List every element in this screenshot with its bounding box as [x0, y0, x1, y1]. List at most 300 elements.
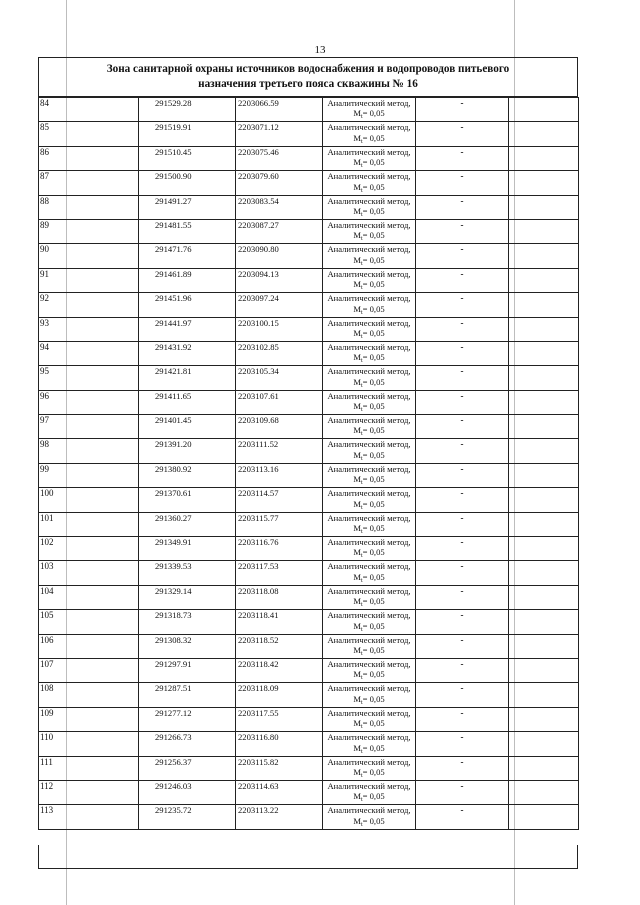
point-number-cell: 90 — [39, 244, 139, 268]
y-coordinate-cell: 2203097.24 — [236, 293, 323, 317]
table-row — [39, 366, 579, 390]
remark-cell: - — [416, 658, 509, 682]
y-coordinate-cell: 2203118.42 — [236, 658, 323, 682]
method-label: Аналитический метод, — [327, 634, 411, 645]
precision-subscript: t — [360, 821, 363, 828]
table-row — [39, 171, 579, 195]
precision-value — [323, 645, 415, 655]
precision-number: = 0,05 — [362, 157, 385, 168]
precision-symbol: M — [353, 645, 361, 655]
precision-subscript: t — [360, 772, 363, 779]
point-number-cell: 100 — [39, 488, 139, 512]
remark-cell: - — [416, 415, 509, 439]
precision-value — [323, 694, 415, 704]
method-cell — [323, 219, 416, 243]
method-label: Аналитический метод, — [327, 610, 411, 621]
point-number-cell: 103 — [39, 561, 139, 585]
method-cell — [323, 488, 416, 512]
y-coordinate-cell: 2203118.41 — [236, 610, 323, 634]
remark-cell: - — [416, 98, 509, 122]
remark-cell: - — [416, 293, 509, 317]
precision-number: = 0,05 — [362, 498, 385, 509]
remark-cell: - — [416, 561, 509, 585]
empty-cell — [509, 805, 579, 829]
empty-cell — [509, 98, 579, 122]
table-row — [39, 195, 579, 219]
x-coordinate-cell: 291391.20 — [139, 439, 236, 463]
y-coordinate-cell: 2203083.54 — [236, 195, 323, 219]
precision-symbol: M — [353, 596, 361, 607]
empty-cell — [509, 317, 579, 341]
precision-number: = 0,05 — [362, 303, 385, 314]
table-row — [39, 341, 579, 365]
method-cell — [323, 293, 416, 317]
point-number-cell: 89 — [39, 219, 139, 243]
precision-value — [323, 279, 415, 292]
precision-symbol: M — [353, 474, 361, 485]
empty-cell — [509, 219, 579, 243]
precision-value — [323, 182, 415, 192]
precision-value — [323, 499, 415, 509]
point-number-cell: 112 — [39, 780, 139, 804]
precision-symbol: M — [353, 108, 361, 119]
method-label: Аналитический метод, — [327, 658, 411, 669]
table-row — [39, 561, 579, 585]
x-coordinate-cell: 291421.81 — [139, 366, 236, 390]
table-row — [39, 390, 579, 414]
precision-symbol: M — [353, 693, 361, 704]
precision-number: = 0,05 — [362, 815, 385, 826]
empty-cell — [509, 390, 579, 414]
x-coordinate-cell: 291491.27 — [139, 195, 236, 219]
point-number-cell: 94 — [39, 341, 139, 365]
precision-subscript: t — [360, 309, 363, 316]
method-label: Аналитический метод, — [327, 805, 411, 816]
method-label: Аналитический метод, — [327, 732, 411, 743]
page-number: 13 — [314, 44, 326, 56]
precision-number: = 0,05 — [362, 376, 385, 387]
x-coordinate-cell: 291370.61 — [139, 488, 236, 512]
remark-cell: - — [416, 512, 509, 536]
x-coordinate-cell: 291411.65 — [139, 390, 236, 414]
remark-cell: - — [416, 488, 509, 512]
y-coordinate-cell: 2203102.85 — [236, 341, 323, 365]
empty-cell — [509, 683, 579, 707]
precision-subscript: t — [360, 163, 363, 170]
precision-subscript: t — [360, 529, 363, 536]
method-label: Аналитический метод, — [327, 439, 411, 450]
coordinates-table — [38, 97, 579, 830]
precision-value — [323, 523, 415, 536]
precision-subscript: t — [360, 358, 363, 365]
x-coordinate-cell: 291266.73 — [139, 732, 236, 756]
point-number-cell: 98 — [39, 439, 139, 463]
precision-subscript: t — [360, 114, 363, 121]
point-number-cell: 96 — [39, 390, 139, 414]
x-coordinate-cell: 291431.92 — [139, 341, 236, 365]
method-label: Аналитический метод, — [327, 537, 411, 548]
x-coordinate-cell: 291451.96 — [139, 293, 236, 317]
method-label: Аналитический метод, — [327, 122, 411, 133]
empty-cell — [509, 585, 579, 609]
precision-subscript: t — [360, 138, 363, 145]
precision-subscript: t — [360, 602, 363, 609]
table-row — [39, 707, 579, 731]
method-label: Аналитический метод, — [327, 244, 411, 255]
precision-subscript: t — [360, 211, 363, 218]
method-cell — [323, 658, 416, 682]
header-line-1: Зона санитарной охраны источников водоснабжения и водопроводов питьевого — [106, 63, 510, 75]
precision-subscript: t — [360, 748, 363, 755]
precision-subscript: t — [360, 797, 363, 804]
precision-number: = 0,05 — [362, 693, 385, 704]
table-row — [39, 683, 579, 707]
precision-symbol: M — [353, 401, 361, 412]
precision-value — [323, 791, 415, 804]
remark-cell: - — [416, 707, 509, 731]
precision-subscript: t — [360, 382, 363, 389]
x-coordinate-cell: 291529.28 — [139, 98, 236, 122]
precision-number: = 0,05 — [362, 620, 385, 631]
y-coordinate-cell: 2203117.53 — [236, 561, 323, 585]
point-number-cell: 104 — [39, 585, 139, 609]
precision-number: = 0,05 — [362, 718, 385, 729]
y-coordinate-cell: 2203109.68 — [236, 415, 323, 439]
precision-symbol: M — [353, 815, 361, 826]
precision-value — [323, 352, 415, 365]
y-coordinate-cell: 2203090.80 — [236, 244, 323, 268]
point-number-cell: 111 — [39, 756, 139, 780]
precision-symbol: M — [353, 132, 361, 143]
precision-number: = 0,05 — [362, 669, 385, 680]
y-coordinate-cell: 2203071.12 — [236, 122, 323, 146]
y-coordinate-cell: 2203111.52 — [236, 439, 323, 463]
precision-symbol: M — [353, 547, 361, 558]
precision-value — [323, 377, 415, 387]
y-coordinate-cell: 2203115.82 — [236, 756, 323, 780]
point-number-cell: 105 — [39, 610, 139, 634]
point-number-cell: 88 — [39, 195, 139, 219]
method-cell — [323, 439, 416, 463]
method-label: Аналитический метод, — [327, 219, 411, 230]
y-coordinate-cell: 2203113.22 — [236, 805, 323, 829]
precision-symbol: M — [353, 352, 361, 363]
method-cell — [323, 146, 416, 170]
empty-cell — [509, 439, 579, 463]
empty-cell — [509, 732, 579, 756]
precision-symbol: M — [353, 766, 361, 777]
table-row — [39, 658, 579, 682]
empty-cell — [509, 122, 579, 146]
method-label: Аналитический метод, — [327, 585, 411, 596]
method-cell — [323, 390, 416, 414]
remark-cell: - — [416, 268, 509, 292]
precision-number: = 0,05 — [362, 547, 385, 558]
precision-number: = 0,05 — [362, 254, 385, 265]
method-cell — [323, 756, 416, 780]
table-row — [39, 756, 579, 780]
method-cell — [323, 244, 416, 268]
remark-cell: - — [416, 780, 509, 804]
remark-cell: - — [416, 805, 509, 829]
precision-number: = 0,05 — [362, 108, 385, 119]
precision-symbol: M — [353, 791, 361, 802]
empty-cell — [509, 244, 579, 268]
empty-cell — [509, 146, 579, 170]
table-row — [39, 122, 579, 146]
method-cell — [323, 780, 416, 804]
precision-subscript: t — [360, 431, 363, 438]
precision-subscript: t — [360, 333, 363, 340]
precision-value — [323, 474, 415, 487]
method-label: Аналитический метод, — [327, 707, 411, 718]
empty-cell — [509, 415, 579, 439]
method-label: Аналитический метод, — [327, 171, 411, 182]
remark-cell: - — [416, 756, 509, 780]
remark-cell: - — [416, 195, 509, 219]
table-row — [39, 732, 579, 756]
x-coordinate-cell: 291461.89 — [139, 268, 236, 292]
point-number-cell: 85 — [39, 122, 139, 146]
empty-cell — [509, 561, 579, 585]
x-coordinate-cell: 291481.55 — [139, 219, 236, 243]
precision-number: = 0,05 — [362, 449, 385, 460]
precision-subscript: t — [360, 236, 363, 243]
empty-cell — [509, 488, 579, 512]
method-cell — [323, 683, 416, 707]
x-coordinate-cell: 291235.72 — [139, 805, 236, 829]
table-row — [39, 537, 579, 561]
method-label: Аналитический метод, — [327, 488, 411, 499]
precision-number: = 0,05 — [362, 132, 385, 143]
precision-number: = 0,05 — [362, 181, 385, 192]
precision-value — [323, 718, 415, 731]
precision-number: = 0,05 — [362, 766, 385, 777]
remark-cell: - — [416, 122, 509, 146]
table-row — [39, 219, 579, 243]
method-label: Аналитический метод, — [327, 317, 411, 328]
empty-cell — [509, 171, 579, 195]
point-number-cell: 108 — [39, 683, 139, 707]
method-cell — [323, 195, 416, 219]
precision-value — [323, 401, 415, 414]
precision-subscript: t — [360, 407, 363, 414]
point-number-cell: 97 — [39, 415, 139, 439]
x-coordinate-cell: 291256.37 — [139, 756, 236, 780]
method-cell — [323, 512, 416, 536]
x-coordinate-cell: 291380.92 — [139, 463, 236, 487]
point-number-cell: 84 — [39, 98, 139, 122]
coordinates-sheet — [38, 57, 578, 830]
remark-cell: - — [416, 146, 509, 170]
method-cell — [323, 122, 416, 146]
table-row — [39, 268, 579, 292]
y-coordinate-cell: 2203066.59 — [236, 98, 323, 122]
remark-cell: - — [416, 219, 509, 243]
point-number-cell: 93 — [39, 317, 139, 341]
point-number-cell: 99 — [39, 463, 139, 487]
method-label: Аналитический метод, — [327, 146, 411, 157]
precision-symbol: M — [353, 425, 361, 436]
method-cell — [323, 585, 416, 609]
precision-number: = 0,05 — [362, 425, 385, 436]
precision-subscript: t — [360, 626, 363, 633]
point-number-cell: 107 — [39, 658, 139, 682]
method-cell — [323, 805, 416, 829]
y-coordinate-cell: 2203117.55 — [236, 707, 323, 731]
y-coordinate-cell: 2203075.46 — [236, 146, 323, 170]
precision-number: = 0,05 — [362, 523, 385, 534]
precision-subscript: t — [360, 675, 363, 682]
precision-value — [323, 450, 415, 460]
precision-symbol: M — [353, 742, 361, 753]
method-cell — [323, 537, 416, 561]
precision-symbol: M — [353, 327, 361, 338]
precision-subscript: t — [360, 504, 363, 511]
x-coordinate-cell: 291510.45 — [139, 146, 236, 170]
method-cell — [323, 366, 416, 390]
y-coordinate-cell: 2203100.15 — [236, 317, 323, 341]
remark-cell: - — [416, 341, 509, 365]
precision-symbol: M — [353, 620, 361, 631]
precision-symbol: M — [353, 523, 361, 534]
remark-cell: - — [416, 244, 509, 268]
precision-number: = 0,05 — [362, 596, 385, 607]
point-number-cell: 95 — [39, 366, 139, 390]
y-coordinate-cell: 2203105.34 — [236, 366, 323, 390]
precision-symbol: M — [353, 303, 361, 314]
method-cell — [323, 707, 416, 731]
method-cell — [323, 415, 416, 439]
table-body — [39, 98, 579, 830]
point-number-cell: 86 — [39, 146, 139, 170]
point-number-cell: 87 — [39, 171, 139, 195]
precision-number: = 0,05 — [362, 230, 385, 241]
point-number-cell: 91 — [39, 268, 139, 292]
method-label: Аналитический метод, — [327, 195, 411, 206]
y-coordinate-cell: 2203116.76 — [236, 537, 323, 561]
method-label: Аналитический метод, — [327, 756, 411, 767]
table-row — [39, 610, 579, 634]
remark-cell: - — [416, 634, 509, 658]
y-coordinate-cell: 2203113.16 — [236, 463, 323, 487]
precision-symbol: M — [353, 157, 361, 168]
x-coordinate-cell: 291519.91 — [139, 122, 236, 146]
remark-cell: - — [416, 683, 509, 707]
x-coordinate-cell: 291471.76 — [139, 244, 236, 268]
table-row — [39, 244, 579, 268]
remark-cell: - — [416, 171, 509, 195]
y-coordinate-cell: 2203118.08 — [236, 585, 323, 609]
precision-number: = 0,05 — [362, 352, 385, 363]
precision-symbol: M — [353, 498, 361, 509]
remark-cell: - — [416, 537, 509, 561]
precision-symbol: M — [353, 571, 361, 582]
empty-cell — [509, 341, 579, 365]
precision-number: = 0,05 — [362, 205, 385, 216]
method-cell — [323, 171, 416, 195]
table-row — [39, 293, 579, 317]
header-line-2: назначения третьего пояса скважины № 16 — [198, 78, 418, 90]
empty-cell — [509, 463, 579, 487]
y-coordinate-cell: 2203116.80 — [236, 732, 323, 756]
table-row — [39, 805, 579, 829]
precision-number: = 0,05 — [362, 791, 385, 802]
method-label: Аналитический метод, — [327, 293, 411, 304]
remark-cell: - — [416, 439, 509, 463]
precision-subscript: t — [360, 455, 363, 462]
precision-symbol: M — [353, 718, 361, 729]
remark-cell: - — [416, 463, 509, 487]
remark-cell: - — [416, 317, 509, 341]
y-coordinate-cell: 2203114.63 — [236, 780, 323, 804]
point-number-cell: 109 — [39, 707, 139, 731]
x-coordinate-cell: 291329.14 — [139, 585, 236, 609]
x-coordinate-cell: 291318.73 — [139, 610, 236, 634]
precision-subscript: t — [360, 480, 363, 487]
remark-cell: - — [416, 732, 509, 756]
method-label: Аналитический метод, — [327, 390, 411, 401]
empty-cell — [509, 756, 579, 780]
empty-cell — [509, 610, 579, 634]
empty-cell — [509, 293, 579, 317]
precision-number: = 0,05 — [362, 645, 385, 655]
y-coordinate-cell: 2203115.77 — [236, 512, 323, 536]
point-number-cell: 92 — [39, 293, 139, 317]
empty-cell — [509, 512, 579, 536]
method-label: Аналитический метод, — [327, 366, 411, 377]
method-cell — [323, 463, 416, 487]
precision-subscript: t — [360, 724, 363, 731]
precision-value — [323, 157, 415, 170]
x-coordinate-cell: 291441.97 — [139, 317, 236, 341]
method-cell — [323, 732, 416, 756]
precision-symbol: M — [353, 230, 361, 241]
method-cell — [323, 268, 416, 292]
precision-value — [323, 547, 415, 560]
precision-subscript: t — [360, 260, 363, 267]
precision-value — [323, 425, 415, 438]
x-coordinate-cell: 291287.51 — [139, 683, 236, 707]
method-label: Аналитический метод, — [327, 268, 411, 279]
x-coordinate-cell: 291349.91 — [139, 537, 236, 561]
table-row — [39, 488, 579, 512]
method-cell — [323, 610, 416, 634]
precision-symbol: M — [353, 181, 361, 192]
table-row — [39, 780, 579, 804]
precision-number: = 0,05 — [362, 327, 385, 338]
precision-value — [323, 304, 415, 314]
x-coordinate-cell: 291401.45 — [139, 415, 236, 439]
y-coordinate-cell: 2203094.13 — [236, 268, 323, 292]
table-row — [39, 146, 579, 170]
method-label: Аналитический метод, — [327, 341, 411, 352]
x-coordinate-cell: 291297.91 — [139, 658, 236, 682]
precision-value — [323, 133, 415, 143]
table-row — [39, 317, 579, 341]
precision-value — [323, 255, 415, 265]
table-row — [39, 415, 579, 439]
x-coordinate-cell: 291360.27 — [139, 512, 236, 536]
table-header — [38, 57, 578, 97]
table-row — [39, 585, 579, 609]
empty-cell — [509, 634, 579, 658]
method-label: Аналитический метод, — [327, 463, 411, 474]
precision-number: = 0,05 — [362, 279, 385, 290]
method-cell — [323, 634, 416, 658]
precision-number: = 0,05 — [362, 401, 385, 412]
x-coordinate-cell: 291339.53 — [139, 561, 236, 585]
